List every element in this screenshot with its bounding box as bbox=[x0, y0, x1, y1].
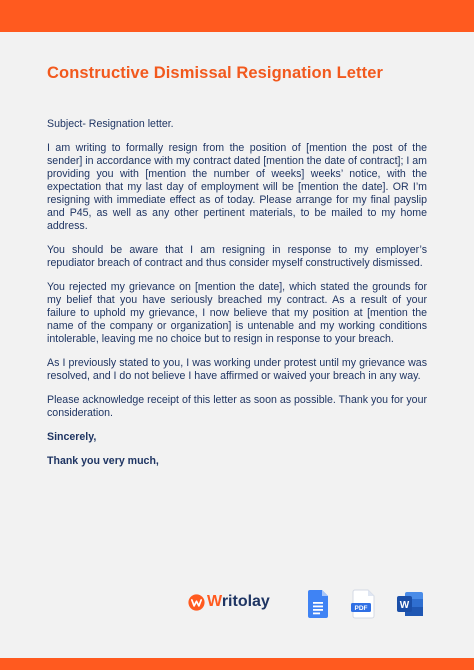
paragraph-grievance: You rejected my grievance on [mention the date], which stated the grounds for my belief that you have seriously breached my contract. As a result of your failure to uphold my grievance, I now believe that my position at [mention the name of the company or organization] is untenable and my working conditions intolerable, leaving me no choice but to resign in response to your breach. bbox=[47, 281, 427, 345]
paragraph-protest: As I previously stated to you, I was working under protest until my grievance was resolved, and I do not believe I have affirmed or waived your breach in any way. bbox=[47, 357, 427, 382]
writolay-wordmark bbox=[207, 593, 270, 611]
word-icon-letter: W bbox=[399, 600, 410, 611]
wordmark-letter-w: W bbox=[207, 593, 222, 610]
paragraph-acknowledge: Please acknowledge receipt of this letter as soon as possible. Thank you for your consideration. bbox=[47, 394, 427, 419]
closing-line: Sincerely, bbox=[47, 431, 97, 443]
paragraph-awareness: You should be aware that I am resigning in response to my employer’s repudiator breach of contract and thus consider myself constructively dismissed. bbox=[47, 244, 427, 269]
pdf-icon[interactable] bbox=[350, 589, 378, 619]
paragraph-intro: I am writing to formally resign from the position of [mention the post of the sender] in accordance with my contract dated [mention the date of contract]; I am providing you with [mention the number of weeks] weeks’ notice, with the expectation that my last day of employment will be [mention the date]. OR I’m resigning with immediate effect as of today. Please arrange for my final payslip and P45, as well as any other pertinent materials, to be mailed to my home address. bbox=[47, 142, 427, 232]
google-docs-icon[interactable] bbox=[304, 589, 332, 619]
wordmark-rest: ritolay bbox=[221, 593, 270, 610]
bottom-accent-bar bbox=[0, 658, 474, 670]
word-icon[interactable] bbox=[396, 589, 424, 619]
document-title: Constructive Dismissal Resignation Letter bbox=[47, 64, 384, 82]
signoff-line: Thank you very much, bbox=[47, 455, 159, 467]
pdf-icon-label: PDF bbox=[354, 605, 368, 612]
subject-line: Subject- Resignation letter. bbox=[47, 118, 174, 130]
top-accent-bar bbox=[0, 0, 474, 32]
writolay-logo[interactable] bbox=[188, 593, 270, 611]
footer-branding bbox=[188, 585, 428, 625]
writolay-logo-icon bbox=[188, 594, 205, 611]
letter-body bbox=[47, 118, 427, 479]
